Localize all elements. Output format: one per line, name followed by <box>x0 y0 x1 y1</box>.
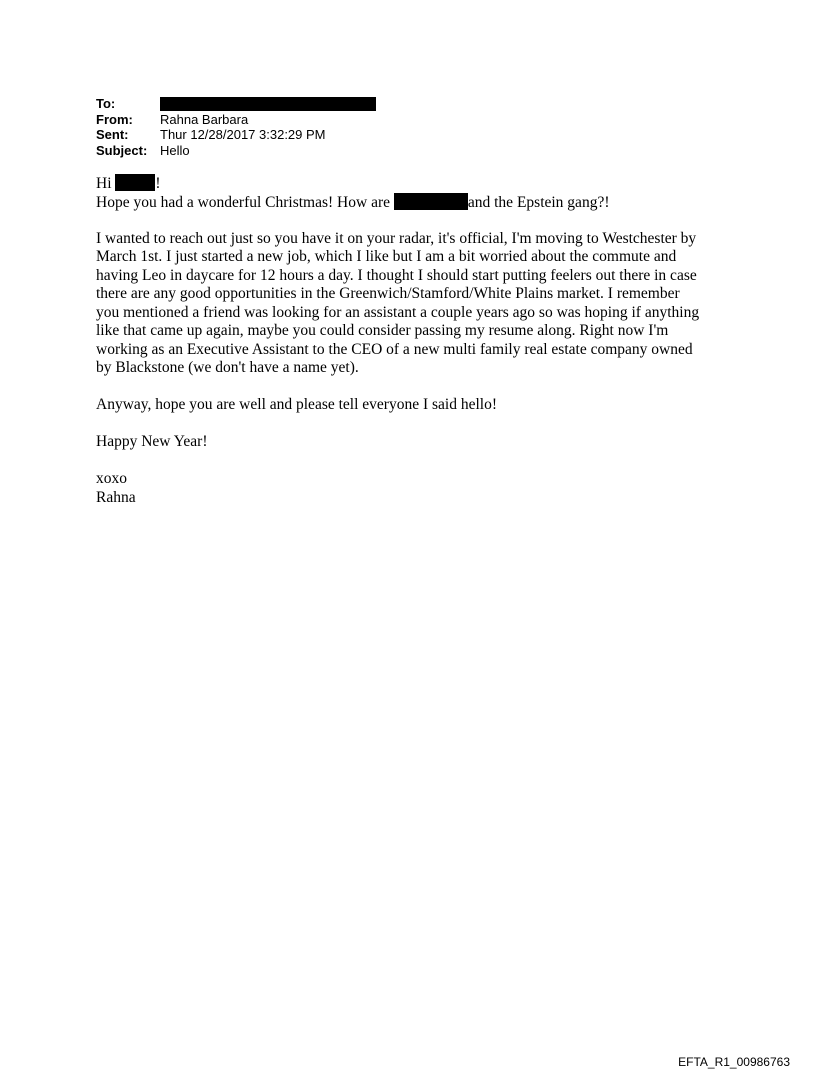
redaction-box <box>394 193 468 210</box>
greeting-start: Hi <box>96 175 116 192</box>
para2-line: having Leo in daycare for 12 hours a day. I thought I should start putting feelers out there in case <box>96 266 697 284</box>
greeting-end: ! <box>155 175 161 192</box>
redaction-box <box>115 174 155 191</box>
body-line-1 <box>96 193 736 212</box>
to-label: To: <box>96 96 116 111</box>
document-id: EFTA_R1_00986763 <box>678 1055 790 1069</box>
signoff: xoxo <box>96 470 127 487</box>
sent-row <box>96 127 376 143</box>
para2-line: March 1st. I just started a new job, which I like but I am a bit worried about the commute and <box>96 248 677 265</box>
from-label: From: <box>96 111 133 127</box>
paragraph-gap <box>96 415 736 434</box>
para2-line: working as an Executive Assistant to the CEO of a new multi family real estate company owned <box>96 340 693 358</box>
to-row <box>96 96 376 112</box>
para2-line: you mentioned a friend was looking for an assistant a couple years ago so was hoping if anything <box>96 303 700 321</box>
para2-line: I wanted to reach out just so you have it on your radar, it's official, I'm moving to Westchester by <box>96 229 697 247</box>
email-header <box>96 96 376 158</box>
para3-line: Anyway, hope you are well and please tell everyone I said hello! <box>96 396 497 413</box>
para4-line: Happy New Year! <box>96 433 208 450</box>
paragraph-gap <box>96 452 736 471</box>
paragraph-gap <box>96 378 736 397</box>
from-value: Rahna Barbara <box>160 111 249 127</box>
subject-value: Hello <box>160 142 190 158</box>
line1-end: and the Epstein gang?! <box>467 193 610 211</box>
signature: Rahna <box>96 488 136 506</box>
greeting-line <box>96 174 736 193</box>
sent-value: Thur 12/28/2017 3:32:29 PM <box>160 127 326 142</box>
redaction-box <box>160 97 376 111</box>
line1-start: Hope you had a wonderful Christmas! How are <box>96 193 394 211</box>
para2-line: like that came up again, maybe you could consider passing my resume along. Right now I'm <box>96 322 669 339</box>
para2-line: there are any good opportunities in the Greenwich/Stamford/White Plains market. I remember <box>96 285 680 302</box>
email-body <box>96 174 736 507</box>
paragraph-gap <box>96 211 736 230</box>
from-row <box>96 112 376 128</box>
subject-label: Subject: <box>96 142 148 158</box>
sent-label: Sent: <box>96 127 129 142</box>
para2-line: by Blackstone (we don't have a name yet). <box>96 359 359 376</box>
subject-row <box>96 143 376 159</box>
